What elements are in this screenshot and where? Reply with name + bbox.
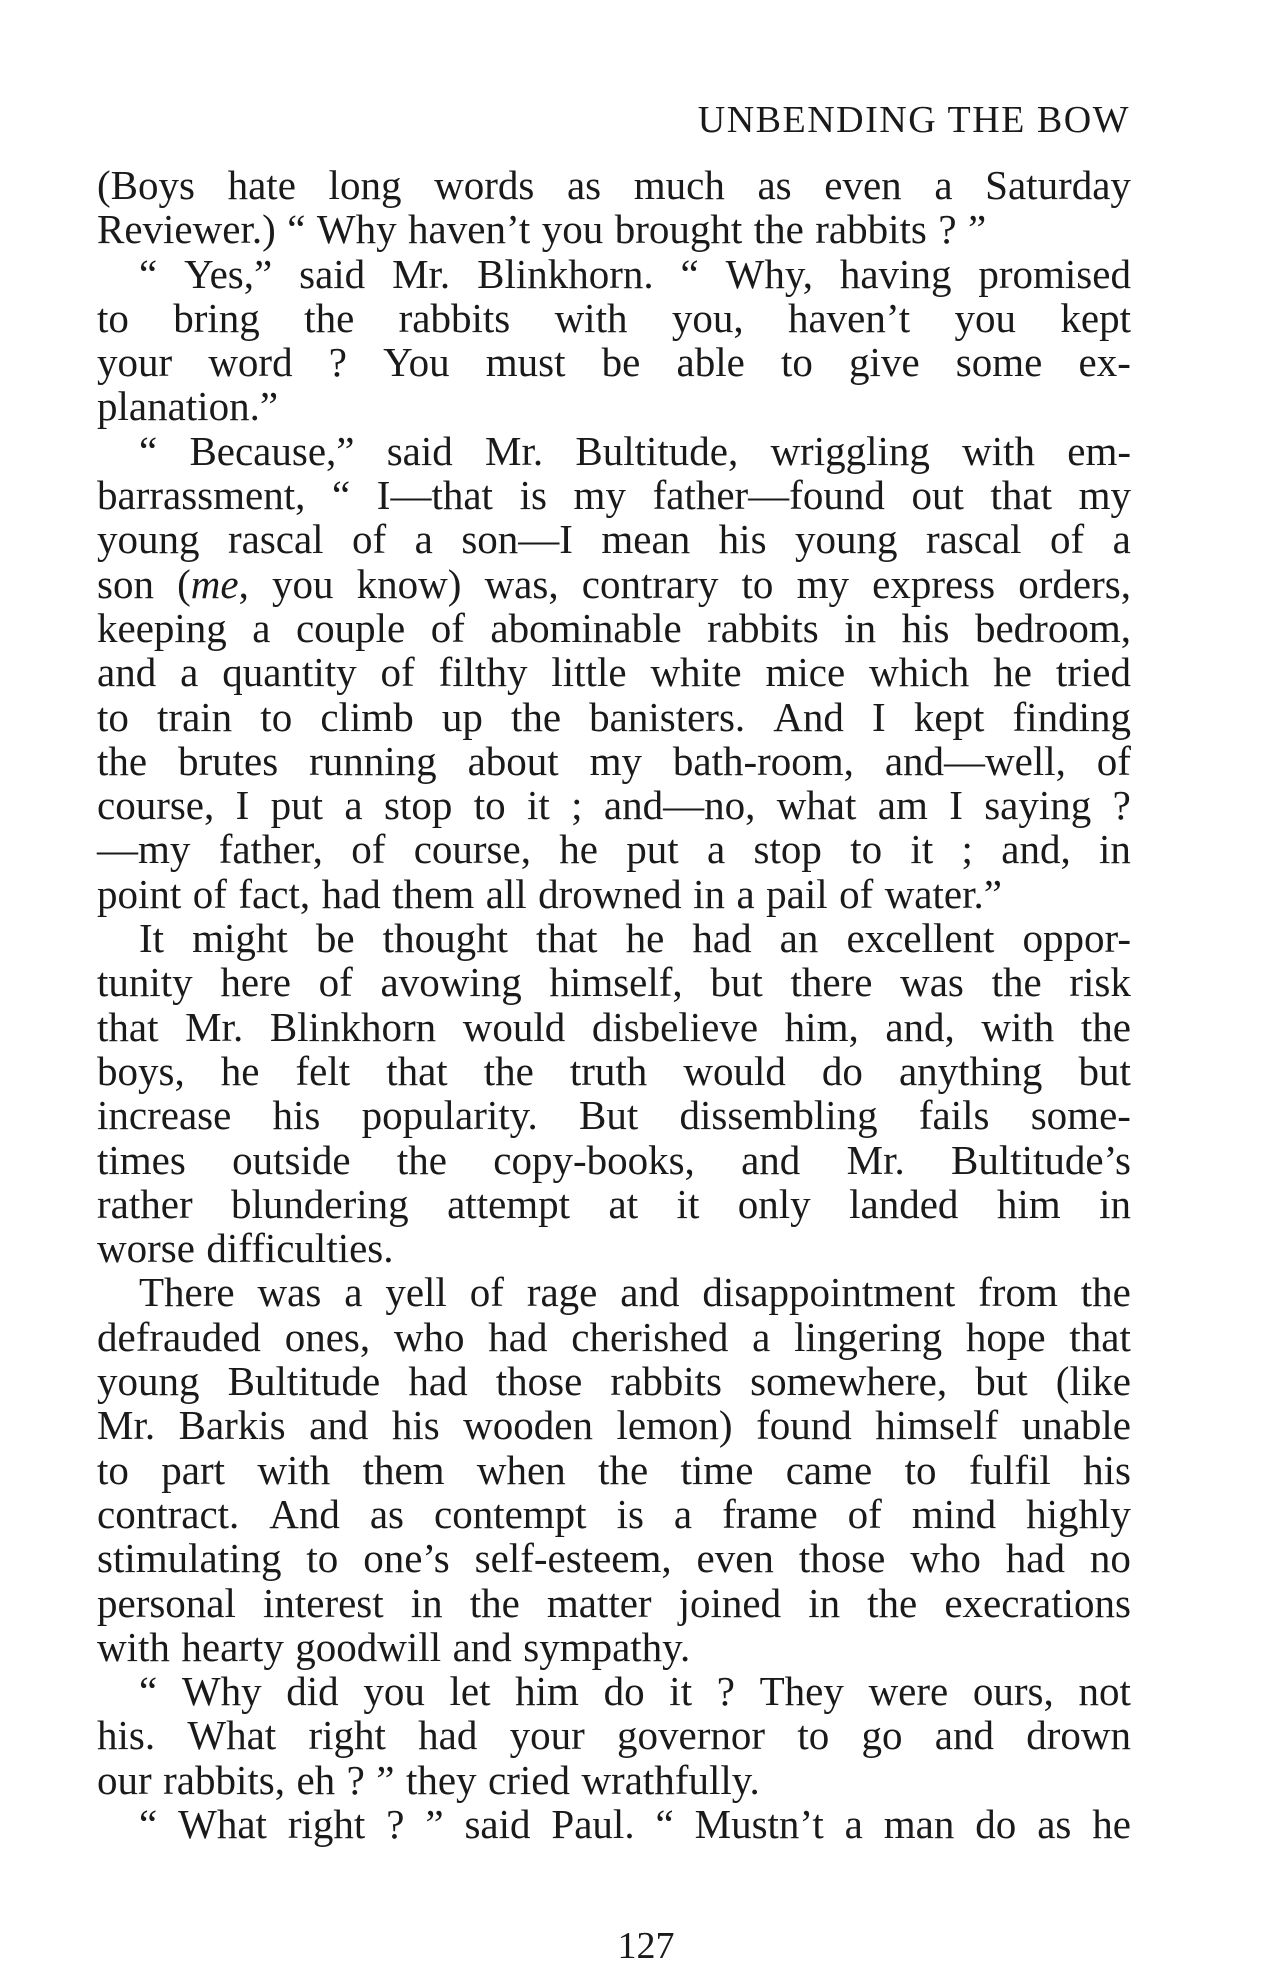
- text-line: increase his popularity. But dissembling fails some-: [97, 1092, 1131, 1139]
- text-line: Reviewer.) “ Why haven’t you brought the rabbits ? ”: [97, 206, 987, 253]
- text-line: to part with them when the time came to fulfil his: [97, 1446, 1131, 1493]
- text-line: our rabbits, eh ? ” they cried wrathfully.: [97, 1756, 760, 1803]
- text-line: personal interest in the matter joined in the execrations: [97, 1579, 1131, 1626]
- text-line: planation.”: [97, 383, 279, 430]
- text-line: “ What right ? ” said Paul. “ Mustn’t a man do as he: [139, 1800, 1131, 1847]
- text-line: contract. And as contempt is a frame of mind highly: [97, 1490, 1131, 1537]
- paragraph: [97, 1270, 1131, 1669]
- text-line: young Bultitude had those rabbits somewhere, but (like: [97, 1358, 1131, 1405]
- paragraph: [97, 163, 1131, 252]
- paragraph: [97, 252, 1131, 429]
- text-line: that Mr. Blinkhorn would disbelieve him, and, with the: [97, 1003, 1131, 1050]
- text-line: keeping a couple of abominable rabbits in his bedroom,: [97, 604, 1131, 651]
- text-line: “ Because,” said Mr. Bultitude, wriggling with em-: [139, 427, 1131, 474]
- text-line: son (me, you know) was, contrary to my express orders,: [97, 560, 1131, 607]
- text-line: stimulating to one’s self-esteem, even those who had no: [97, 1535, 1131, 1582]
- text-line: worse difficulties.: [97, 1225, 394, 1272]
- text-line: There was a yell of rage and disappointment from the: [139, 1269, 1131, 1316]
- text-line: barrassment, “ I—that is my father—found out that my: [97, 472, 1131, 519]
- body-text: [97, 163, 1131, 1846]
- text-line: your word ? You must be able to give some ex-: [97, 339, 1131, 386]
- text-line: young rascal of a son—I mean his young rascal of a: [97, 516, 1131, 563]
- text-line: times outside the copy-books, and Mr. Bultitude’s: [97, 1136, 1131, 1183]
- text-line: defrauded ones, who had cherished a lingering hope that: [97, 1313, 1131, 1360]
- text-line: “ Why did you let him do it ? They were ours, not: [139, 1668, 1131, 1715]
- text-line: to bring the rabbits with you, haven’t you kept: [97, 294, 1131, 341]
- text-line: his. What right had your governor to go and drown: [97, 1712, 1131, 1759]
- paragraph: [97, 1802, 1131, 1846]
- paragraph: [97, 1669, 1131, 1802]
- text-line: It might be thought that he had an excellent oppor-: [139, 915, 1131, 962]
- page-number: 127: [617, 1925, 675, 1967]
- text-line: Mr. Barkis and his wooden lemon) found himself unable: [97, 1402, 1131, 1449]
- text-line: “ Yes,” said Mr. Blinkhorn. “ Why, having promised: [139, 250, 1131, 297]
- text-line: rather blundering attempt at it only landed him in: [97, 1180, 1131, 1227]
- text-line: the brutes running about my bath-room, and—well, of: [97, 737, 1131, 784]
- text-line: (Boys hate long words as much as even a Saturday: [97, 162, 1131, 208]
- paragraph: [97, 429, 1131, 916]
- text-line: course, I put a stop to it ; and—no, what am I saying ?: [97, 782, 1131, 829]
- text-line: point of fact, had them all drowned in a pail of water.”: [97, 870, 1002, 917]
- text-line: to train to climb up the banisters. And I kept finding: [97, 693, 1131, 740]
- text-line: tunity here of avowing himself, but there was the risk: [97, 959, 1131, 1006]
- text-line: with hearty goodwill and sympathy.: [97, 1623, 691, 1670]
- text-line: and a quantity of filthy little white mice which he tried: [97, 649, 1131, 696]
- paragraph: [97, 916, 1131, 1270]
- running-head: UNBENDING THE BOW: [697, 99, 1130, 141]
- text-line: boys, he felt that the truth would do anything but: [97, 1047, 1131, 1094]
- text-line: —my father, of course, he put a stop to it ; and, in: [97, 826, 1131, 873]
